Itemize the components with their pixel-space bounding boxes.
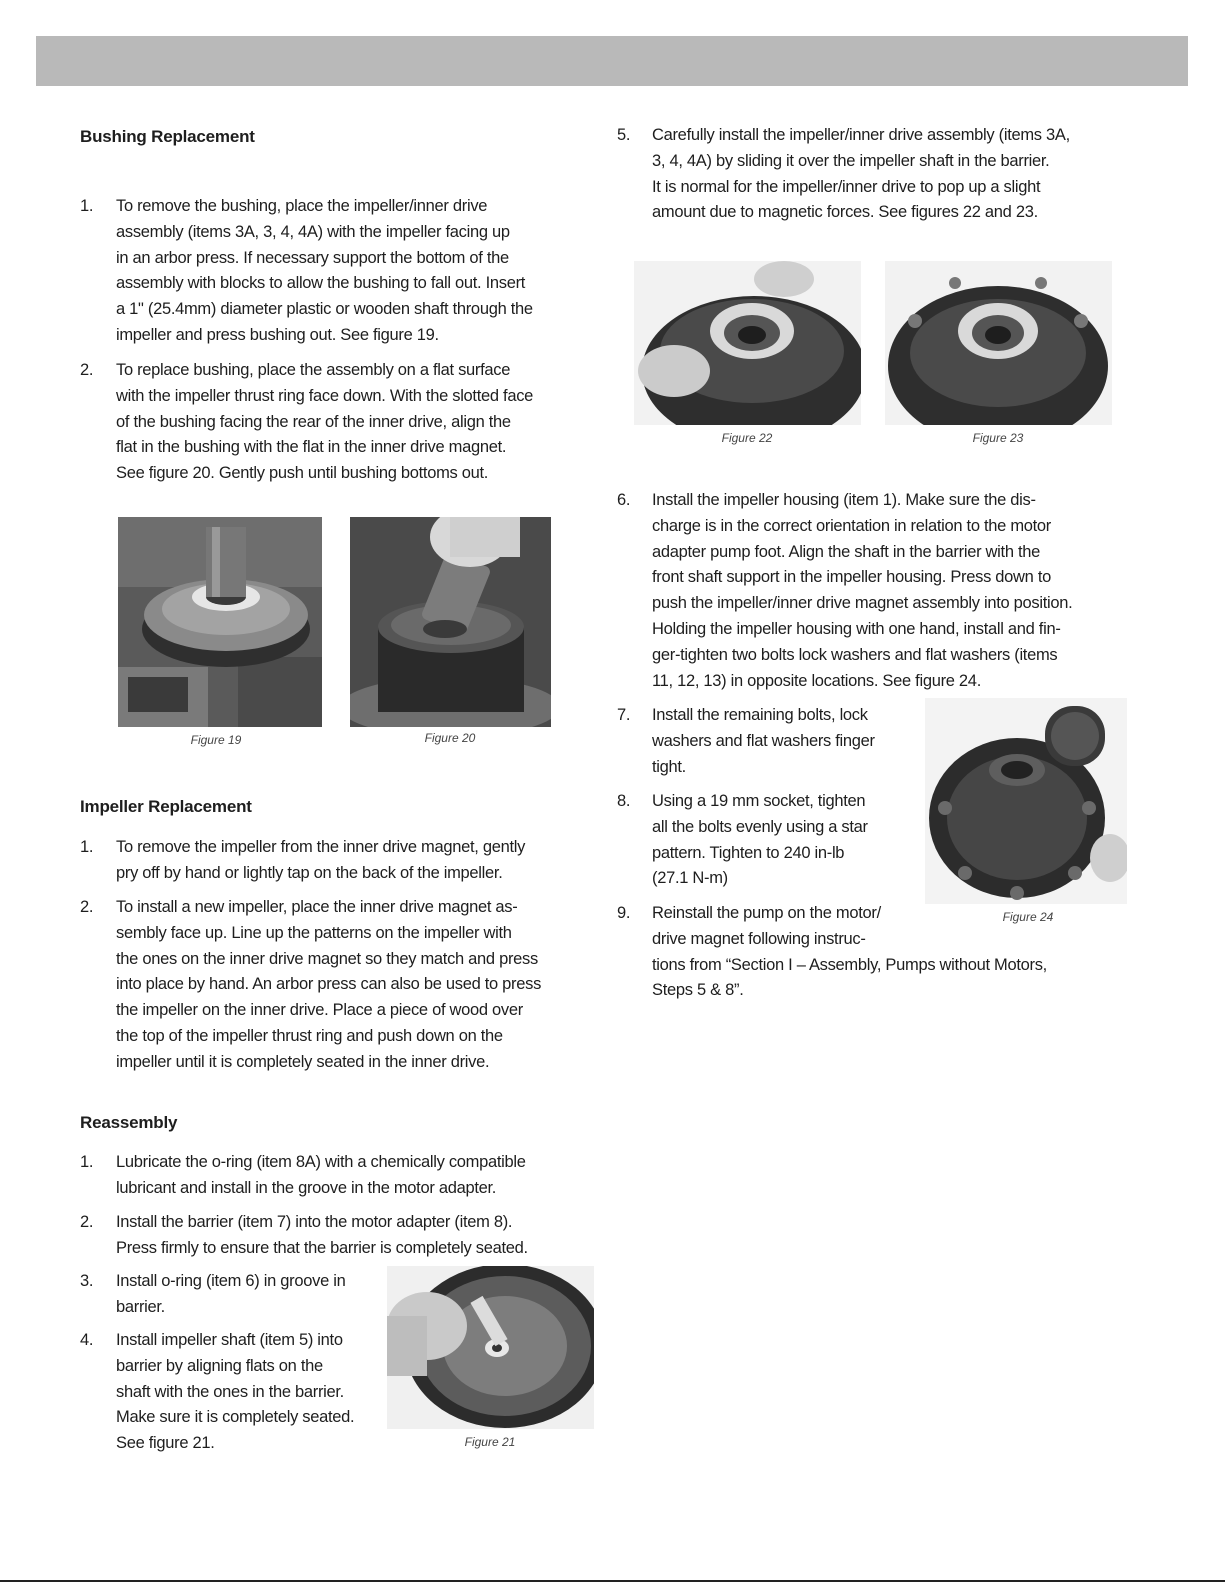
step-line: Press firmly to ensure that the barrier is completely seated. — [116, 1238, 528, 1257]
figure-23-photo — [885, 261, 1112, 425]
step-line: push the impeller/inner drive magnet assembly into position. — [652, 594, 1073, 613]
impeller-step-1 — [80, 835, 600, 887]
figure-19-photo — [118, 517, 322, 727]
step-number: 4. — [80, 1331, 94, 1349]
step-line: the impeller on the inner drive. Place a piece of wood over — [116, 1001, 523, 1020]
step-number: 8. — [617, 792, 631, 810]
step-line: sembly face up. Line up the patterns on the impeller with — [116, 923, 512, 942]
impeller-step-2 — [80, 895, 600, 1076]
step-number: 1. — [80, 838, 94, 856]
reassembly-step-4 — [80, 1328, 390, 1457]
step-line: See figure 21. — [116, 1434, 215, 1453]
step-number: 2. — [80, 898, 94, 916]
header-bar — [36, 36, 1188, 86]
step-line: To remove the bushing, place the impeller/inner drive — [116, 197, 488, 215]
step-line: into place by hand. An arbor press can also be used to press — [116, 975, 542, 994]
step-line: Make sure it is completely seated. — [116, 1408, 355, 1427]
figure-23-caption: Figure 23 — [972, 431, 1024, 445]
figure-24-caption: Figure 24 — [1002, 910, 1054, 924]
step-line: Using a 19 mm socket, tighten — [652, 792, 866, 810]
step-line: tight. — [652, 757, 686, 776]
step-line: all the bolts evenly using a star — [652, 817, 868, 836]
bushing-step-2 — [80, 358, 600, 487]
step-line: tions from “Section I – Assembly, Pumps without Motors, — [652, 955, 1047, 974]
step-line: washers and flat washers finger — [652, 731, 875, 750]
step-line: Lubricate the o-ring (item 8A) with a chemically compatible — [116, 1153, 526, 1171]
step-number: 1. — [80, 197, 94, 215]
step-line: the ones on the inner drive magnet so they match and press — [116, 949, 538, 968]
figure-21-caption: Figure 21 — [464, 1435, 516, 1449]
step-number: 2. — [80, 1213, 94, 1231]
step-line: Carefully install the impeller/inner drive assembly (items 3A, — [652, 126, 1070, 144]
step-number: 9. — [617, 904, 631, 922]
step-line: of the bushing facing the rear of the inner drive, align the — [116, 412, 511, 431]
step-line: impeller and press bushing out. See figure 19. — [116, 325, 439, 344]
step-line: amount due to magnetic forces. See figures 22 and 23. — [652, 203, 1038, 222]
step-line: barrier. — [116, 1297, 165, 1316]
step-line: barrier by aligning flats on the — [116, 1356, 323, 1375]
step-line: drive magnet following instruc- — [652, 929, 866, 948]
step-number: 5. — [617, 126, 631, 144]
step-line: ger-tighten two bolts lock washers and flat washers (items — [652, 645, 1058, 664]
reassembly-step-6 — [617, 488, 1177, 694]
step-line: Install impeller shaft (item 5) into — [116, 1331, 343, 1349]
step-line: Holding the impeller housing with one hand, install and fin- — [652, 619, 1061, 638]
step-line: Install the impeller housing (item 1). Make sure the dis- — [652, 491, 1036, 509]
figure-19-caption: Figure 19 — [190, 733, 242, 747]
step-line: See figure 20. Gently push until bushing bottoms out. — [116, 464, 489, 483]
reassembly-step-8 — [617, 789, 917, 892]
section-title-reassembly: Reassembly — [80, 1113, 178, 1132]
section-title-bushing: Bushing Replacement — [80, 127, 255, 146]
reassembly-step-3 — [80, 1269, 390, 1321]
step-line: with the impeller thrust ring face down. With the slotted face — [116, 386, 534, 405]
figure-22-caption: Figure 22 — [721, 431, 773, 445]
reassembly-step-2 — [80, 1210, 600, 1262]
reassembly-step-5 — [617, 123, 1177, 226]
reassembly-step-7 — [617, 703, 917, 780]
step-line: pattern. Tighten to 240 in-lb — [652, 843, 845, 862]
figure-20-photo — [350, 517, 551, 727]
step-line: shaft with the ones in the barrier. — [116, 1382, 344, 1401]
bushing-step-1 — [80, 194, 600, 349]
figure-22-photo — [634, 261, 861, 425]
section-title-impeller: Impeller Replacement — [80, 797, 252, 816]
step-line: assembly (items 3A, 3, 4, 4A) with the impeller facing up — [116, 222, 510, 241]
step-number: 2. — [80, 361, 94, 379]
step-number: 6. — [617, 491, 631, 509]
reassembly-step-1 — [80, 1150, 600, 1202]
step-line: front shaft support in the impeller housing. Press down to — [652, 568, 1051, 587]
step-number: 1. — [80, 1153, 94, 1171]
step-line: a 1" (25.4mm) diameter plastic or wooden shaft through the — [116, 300, 533, 319]
step-line: Install the barrier (item 7) into the motor adapter (item 8). — [116, 1213, 513, 1231]
step-line: It is normal for the impeller/inner drive to pop up a slight — [652, 177, 1041, 196]
step-line: the top of the impeller thrust ring and push down on the — [116, 1026, 503, 1045]
step-line: To remove the impeller from the inner drive magnet, gently — [116, 838, 526, 856]
step-line: pry off by hand or lightly tap on the back of the impeller. — [116, 863, 503, 882]
step-line: in an arbor press. If necessary support the bottom of the — [116, 248, 509, 267]
step-line: Install o-ring (item 6) in groove in — [116, 1272, 346, 1290]
figure-24-photo — [925, 698, 1127, 904]
step-line: 11, 12, 13) in opposite locations. See figure 24. — [652, 671, 981, 690]
figure-20-caption: Figure 20 — [424, 731, 476, 745]
step-line: Install the remaining bolts, lock — [652, 706, 868, 724]
step-line: To replace bushing, place the assembly on a flat surface — [116, 361, 511, 379]
step-line: 3, 4, 4A) by sliding it over the impeller shaft in the barrier. — [652, 151, 1050, 170]
step-line: charge is in the correct orientation in relation to the motor — [652, 516, 1052, 535]
step-line: (27.1 N-m) — [652, 869, 728, 888]
step-line: flat in the bushing with the flat in the inner drive magnet. — [116, 438, 507, 457]
footer-rule — [0, 1580, 1225, 1582]
step-line: assembly with blocks to allow the bushing to fall out. Insert — [116, 274, 526, 293]
step-line: adapter pump foot. Align the shaft in the barrier with the — [652, 542, 1041, 561]
step-line: Reinstall the pump on the motor/ — [652, 904, 881, 922]
step-line: lubricant and install in the groove in the motor adapter. — [116, 1178, 497, 1197]
step-line: To install a new impeller, place the inner drive magnet as- — [116, 898, 518, 916]
step-number: 3. — [80, 1272, 94, 1290]
step-number: 7. — [617, 706, 631, 724]
figure-21-photo — [387, 1266, 594, 1429]
step-line: impeller until it is completely seated in the inner drive. — [116, 1052, 490, 1071]
step-line: Steps 5 & 8”. — [652, 981, 744, 1000]
